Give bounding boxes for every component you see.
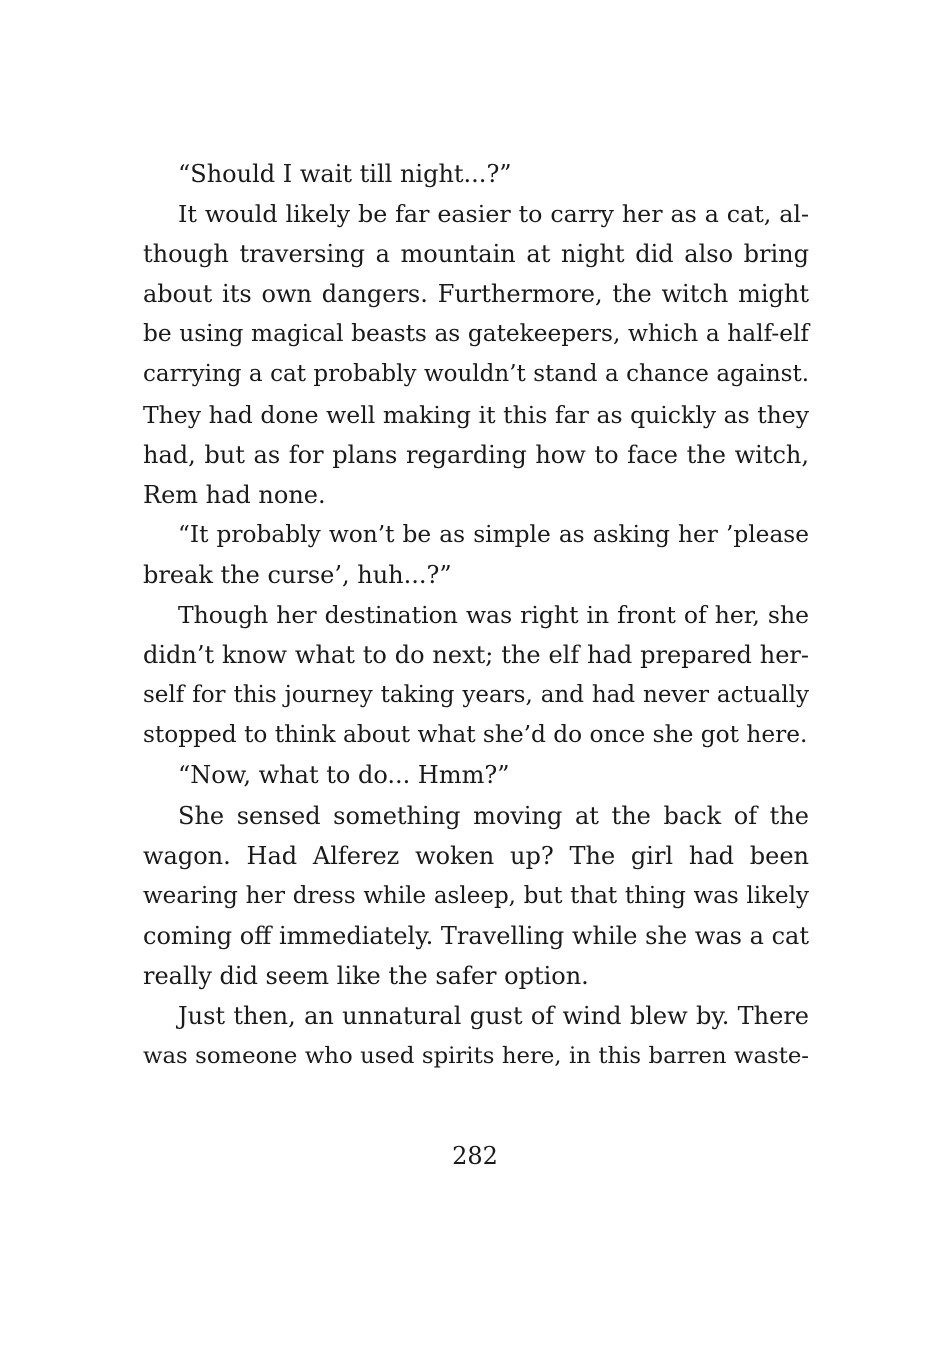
text-line: carrying a cat probably wouldn’t stand a chance against. [143,361,809,388]
text-line: They had done well making it this far as quickly as they [143,400,809,429]
text-line: had, but as for plans regarding how to face the witch, [143,440,809,469]
text-line: Though her destination was right in front of her, she [178,601,809,630]
paragraph [143,154,809,194]
text-line: wagon. Had Alferez woken up? The girl had been [143,841,809,870]
text-line: It would likely be far easier to carry her as a cat, al- [178,200,809,229]
paragraph [143,194,809,515]
text-line: “Should I wait till night...?” [178,160,512,188]
text-line: really did seem like the safer option. [143,961,589,990]
text-line: didn’t know what to do next; the elf had prepared her- [143,641,809,670]
text-line: Just then, an unnatural gust of wind blew by. There [178,1001,809,1030]
paragraph [143,755,809,795]
text-line: self for this journey taking years, and had never actually [143,682,809,709]
text-line: about its own dangers. Furthermore, the witch might [143,280,809,309]
text-line: wearing her dress while asleep, but that thing was likely [143,882,809,909]
text-line: though traversing a mountain at night did also bring [143,240,809,269]
paragraph [143,996,809,1076]
paragraph [143,796,809,996]
text-line: Rem had none. [143,480,326,509]
text-line: She sensed something moving at the back of the [178,801,809,830]
paragraph [143,595,809,755]
text-line: was someone who used spirits here, in this barren waste- [143,1043,809,1070]
body-text [143,154,809,1076]
text-line: stopped to think about what she’d do once she got here. [143,721,808,749]
page-number: 282 [452,1142,498,1170]
text-line: “Now, what to do... Hmm?” [178,761,510,790]
paragraph [143,515,809,595]
text-line: “It probably won’t be as simple as asking her ’please [178,520,809,548]
text-line: be using magical beasts as gatekeepers, which a half-elf [143,320,809,348]
text-line: break the curse’, huh...?” [143,560,452,589]
text-line: coming off immediately. Travelling while she was a cat [143,921,809,950]
